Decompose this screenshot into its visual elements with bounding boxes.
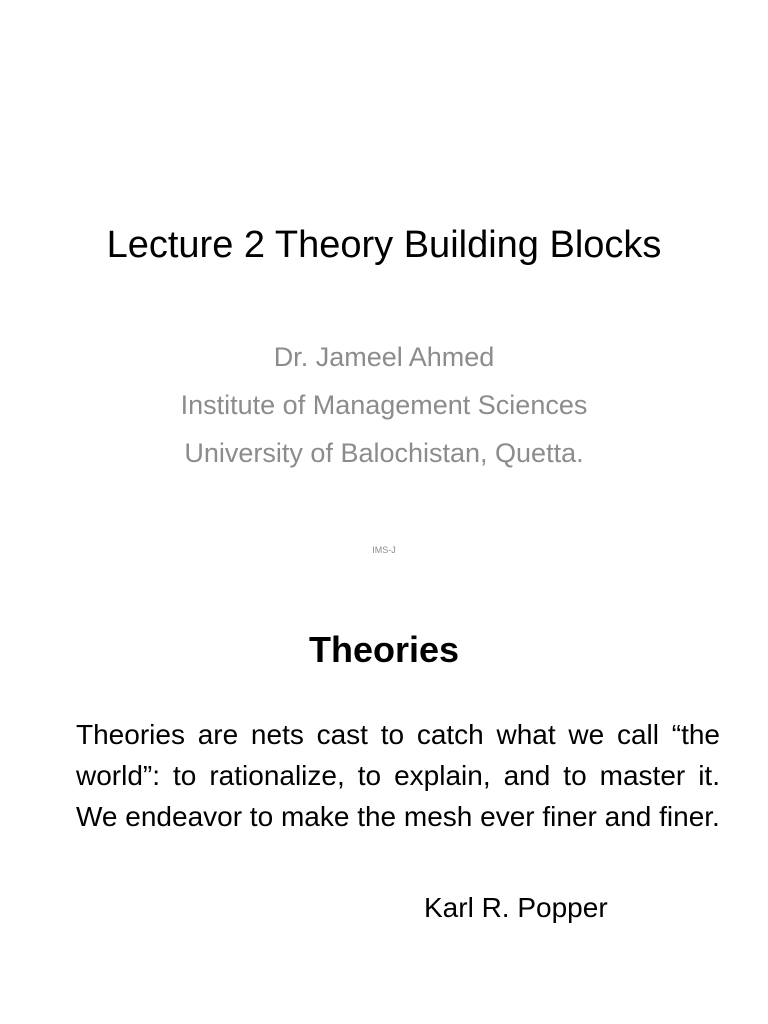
- quote-author: Karl R. Popper: [424, 892, 608, 923]
- institute-name: Institute of Management Sciences: [180, 390, 588, 420]
- slide-heading: Theories: [308, 629, 460, 670]
- author-block: [0, 333, 768, 477]
- author-name: Dr. Jameel Ahmed: [273, 342, 495, 372]
- slide-footer: IMS-J: [372, 545, 396, 555]
- university-name: University of Balochistan, Quetta.: [184, 438, 584, 468]
- theories-slide: [0, 600, 768, 1024]
- quote-text: Theories are nets cast to catch what we call “the world”: to rationalize, to explain, and to master it. We endeavor to make the mesh ever finer and finer.: [76, 719, 720, 832]
- lecture-title: Lecture 2 Theory Building Blocks: [106, 224, 662, 266]
